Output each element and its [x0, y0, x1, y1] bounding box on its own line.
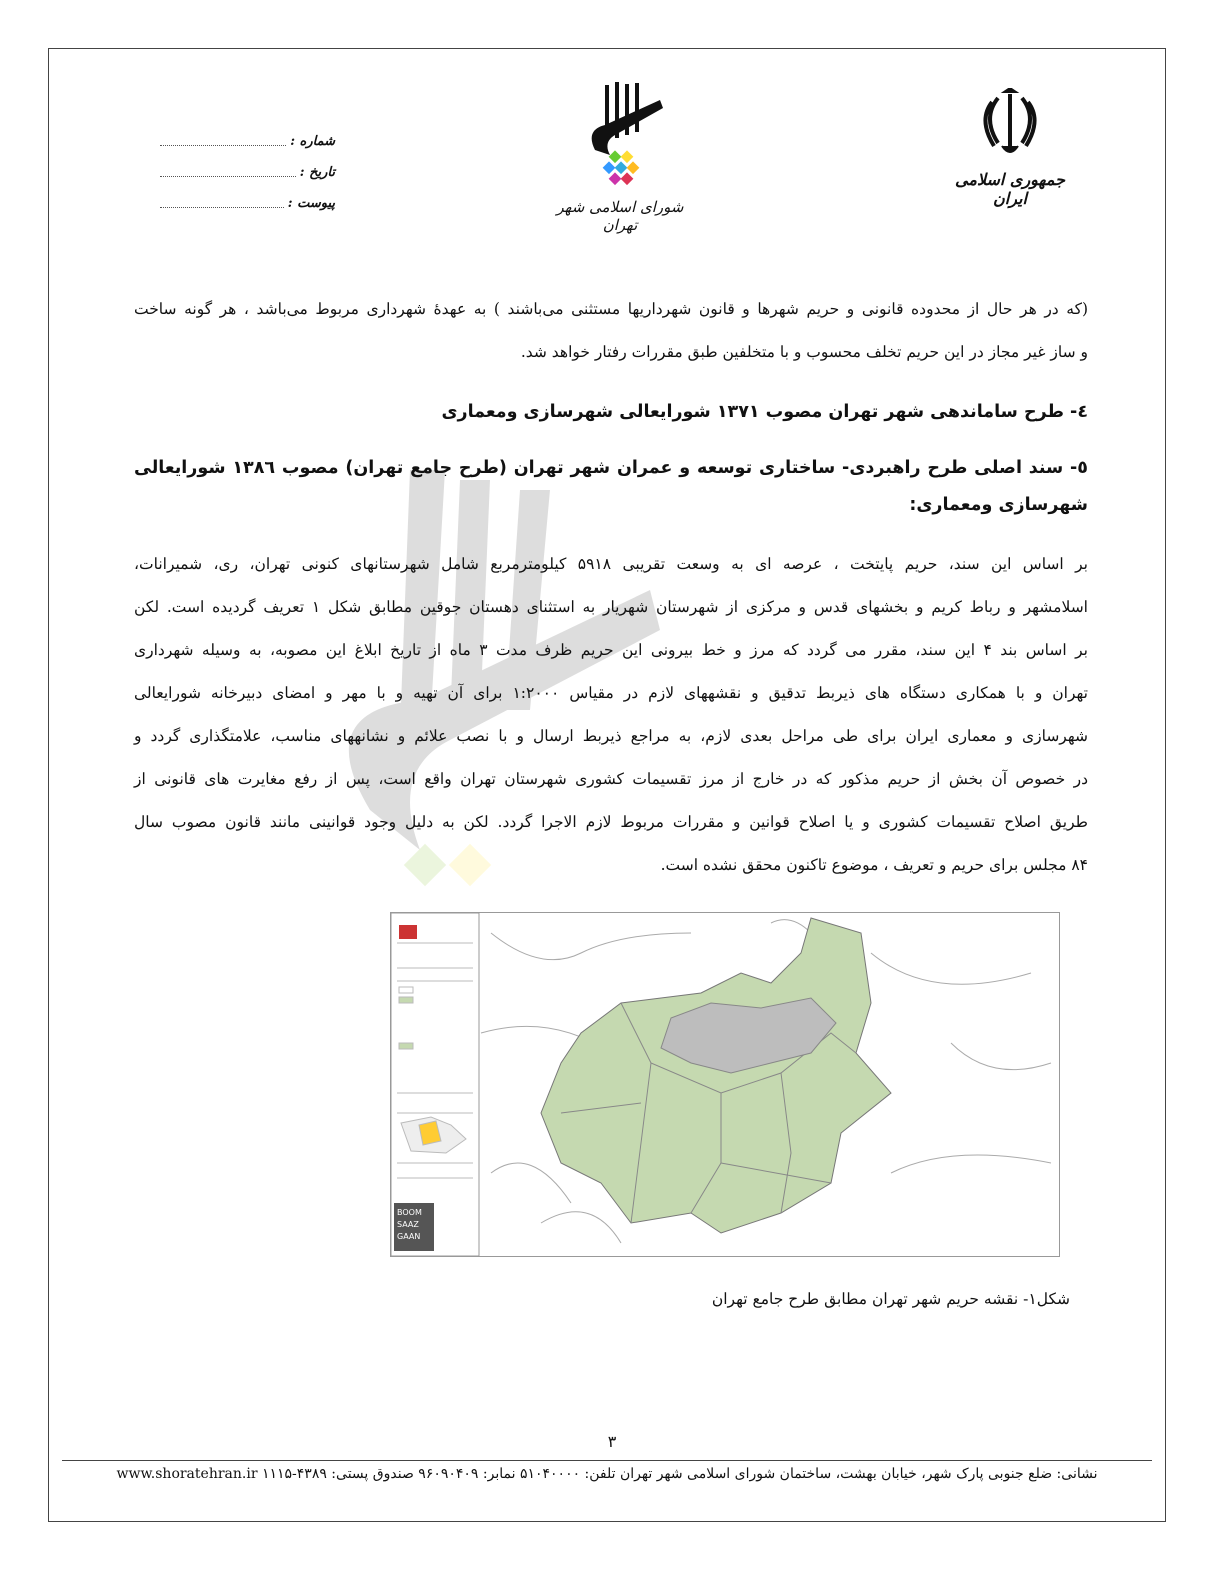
svg-text:GAAN: GAAN [397, 1232, 421, 1241]
tehran-harim-area [541, 918, 891, 1233]
footer-address: نشانی: ضلع جنوبی پارک شهر، خیابان بهشت، ساختمان شورای اسلامی شهر تهران تلفن: ۵۱۰۴۰۰۰۰ نمابر: ۹۶۰۹۰۴۰۹ صندوق پستی: ۴۳۸۹-۱۱۱۵ www.shoratehran.ir [116, 1466, 1098, 1482]
heading-item-4: ٤- طرح ساماندهی شهر تهران مصوب ۱۳۷۱ شورایعالی شهرسازی ومعماری [441, 402, 1088, 422]
paragraph-line: ۸۴ مجلس برای حریم و تعریف ، موضوع تاکنون محقق نشده است. [660, 856, 1088, 874]
intro-line: و ساز غیر مجاز در این حریم تخلف محسوب و با متخلفین طبق مقررات رفتار خواهد شد. [520, 343, 1088, 361]
paragraph-line: در خصوص آن بخش از حریم مذکور که در خارج از مرز تقسیمات کشوری شهرستان تهران واقع است، پس از رفع مغایرت های قانونی از [134, 770, 1088, 788]
intro-line: (که در هر حال از محدوده قانونی و حریم شهرها و قانون شهرداریها مستثنی می‌باشند ) به عهدهٔ شهرداری مربوط می‌باشد ، هر گونه ساخت [134, 300, 1088, 318]
paragraph-line: تهران و با همکاری دستگاه های ذیربط تدقیق و نقشههای لازم در مقیاس ۱:۲۰۰۰ برای آن تهیه و با مهر و امضای دبیرخانه شورایعالی [134, 684, 1088, 702]
paragraph-line: بر اساس بند ۴ این سند، مقرر می گردد که مرز و خط بیرونی این حریم ظرف مدت ۳ ماه از تاریخ ابلاغ این مصوبه، به وسیله شهرداری [134, 641, 1088, 659]
paragraph-line: طریق اصلاح تقسیمات کشوری و یا اصلاح قوانین و مقررات مربوط لازم الاجرا گردد. لکن به دلیل وجود قوانینی مانند قانون مصوب سال [134, 813, 1088, 831]
tehran-boundary-map [390, 912, 1060, 1257]
paragraph-line: بر اساس این سند، حریم پایتخت ، عرصه ای به وسعت تقریبی ۵۹۱۸ کیلومترمربع شامل شهرستانهای کنونی تهران، ری، شمیرانات، [134, 555, 1088, 573]
footer-divider [62, 1460, 1152, 1461]
svg-text:SAAZ: SAAZ [397, 1220, 419, 1229]
map-image [391, 913, 1059, 1256]
field-number: شماره : [160, 126, 335, 157]
emblem-icon [978, 88, 1042, 158]
emblem-name: جمهوری اسلامی ایران [955, 170, 1065, 208]
page-number: ۳ [607, 1432, 617, 1451]
paragraph-line: اسلامشهر و رباط کریم و بخشهای قدس و مرکزی از شهرستان شهریار به استثنای دهستان جوقین مطابق شکل ۱ تعریف گردیده است. لکن [134, 598, 1088, 616]
svg-text:BOOM: BOOM [397, 1208, 422, 1217]
heading-item-5-cont: شهرسازی ومعماری: [909, 495, 1088, 515]
map-legend-logo [399, 925, 417, 939]
council-logo-icon [565, 80, 675, 190]
figure-caption: شکل۱- نقشه حریم شهر تهران مطابق طرح جامع تهران [711, 1290, 1070, 1308]
letter-fields [160, 126, 335, 219]
council-name: شورای اسلامی شهر تهران [556, 198, 684, 234]
field-date: تاریخ : [160, 157, 335, 188]
paragraph-line: شهرسازی و معماری ایران برای طی مراحل بعدی لازم، به مراجع ذیربط ارسال و با نصب علائم و نشانههای مناسب، علامتگذاری گردد و [134, 727, 1088, 745]
iran-emblem [950, 88, 1070, 208]
council-logo [540, 80, 700, 234]
heading-item-5: ٥- سند اصلی طرح راهبردی- ساختاری توسعه و عمران شهر تهران (طرح جامع تهران) مصوب ۱۳۸٦ شورایعالی [134, 458, 1088, 478]
field-attachment: پیوست : [160, 188, 335, 219]
